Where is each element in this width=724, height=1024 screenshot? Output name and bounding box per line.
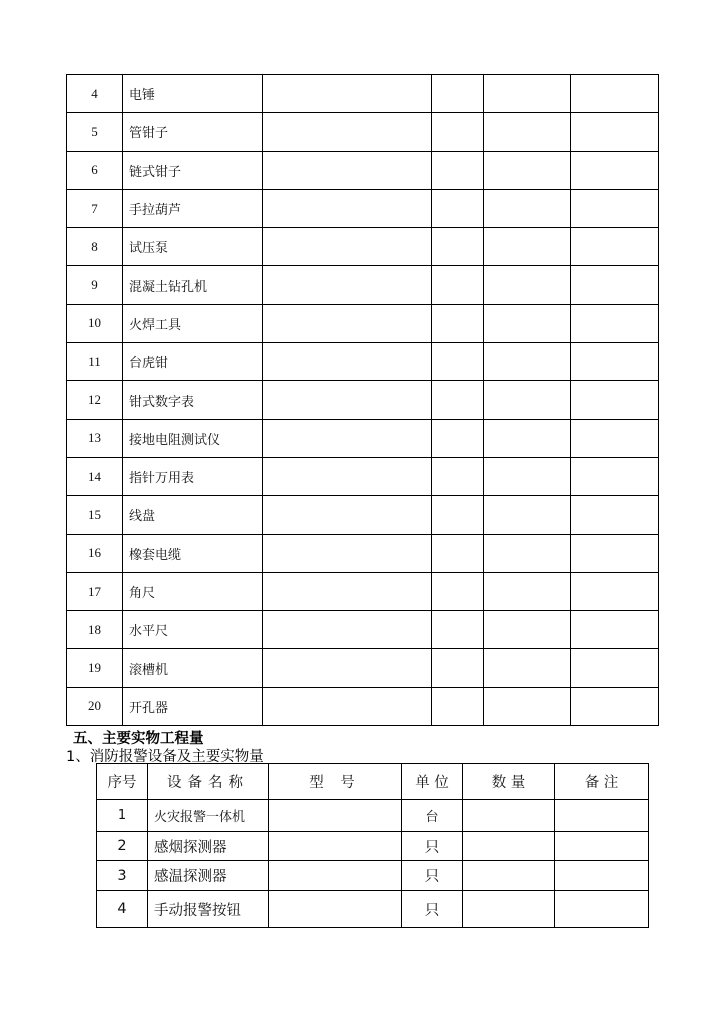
cell-empty bbox=[432, 649, 484, 687]
cell-empty bbox=[432, 266, 484, 304]
header-qty: 数 量 bbox=[463, 764, 555, 800]
cell-name: 开孔器 bbox=[123, 687, 263, 725]
cell-empty bbox=[571, 189, 659, 227]
table-row bbox=[97, 800, 649, 832]
cell-empty bbox=[263, 496, 432, 534]
cell-empty bbox=[263, 228, 432, 266]
cell-no: 9 bbox=[67, 266, 123, 304]
table-row bbox=[67, 687, 659, 725]
cell-name: 链式钳子 bbox=[123, 151, 263, 189]
cell-unit: 只 bbox=[402, 832, 463, 861]
cell-empty bbox=[263, 304, 432, 342]
table-row bbox=[67, 189, 659, 227]
cell-no: 4 bbox=[97, 891, 148, 928]
cell-model bbox=[269, 891, 402, 928]
cell-empty bbox=[484, 611, 571, 649]
sub-heading: 1、消防报警设备及主要实物量 bbox=[66, 749, 264, 765]
table-row bbox=[67, 611, 659, 649]
table-row bbox=[67, 496, 659, 534]
cell-empty bbox=[263, 151, 432, 189]
cell-empty bbox=[432, 75, 484, 113]
cell-empty bbox=[432, 534, 484, 572]
cell-no: 20 bbox=[67, 687, 123, 725]
cell-empty bbox=[484, 189, 571, 227]
cell-empty bbox=[263, 611, 432, 649]
cell-note bbox=[555, 891, 649, 928]
cell-note bbox=[555, 800, 649, 832]
cell-qty bbox=[463, 832, 555, 861]
cell-qty bbox=[463, 891, 555, 928]
cell-empty bbox=[263, 534, 432, 572]
header-model: 型 号 bbox=[269, 764, 402, 800]
cell-empty bbox=[432, 189, 484, 227]
cell-no: 13 bbox=[67, 419, 123, 457]
cell-empty bbox=[571, 228, 659, 266]
cell-empty bbox=[571, 687, 659, 725]
header-name: 设备名称 bbox=[148, 764, 269, 800]
cell-name: 手动报警按钮 bbox=[148, 891, 269, 928]
cell-unit: 台 bbox=[402, 800, 463, 832]
cell-empty bbox=[263, 419, 432, 457]
cell-no: 7 bbox=[67, 189, 123, 227]
cell-no: 18 bbox=[67, 611, 123, 649]
cell-empty bbox=[263, 75, 432, 113]
cell-name: 滚槽机 bbox=[123, 649, 263, 687]
cell-empty bbox=[484, 343, 571, 381]
cell-empty bbox=[571, 75, 659, 113]
cell-no: 11 bbox=[67, 343, 123, 381]
table-row bbox=[67, 343, 659, 381]
cell-empty bbox=[263, 113, 432, 151]
cell-empty bbox=[571, 266, 659, 304]
table-row bbox=[97, 832, 649, 861]
cell-model bbox=[269, 800, 402, 832]
cell-empty bbox=[263, 572, 432, 610]
cell-empty bbox=[571, 151, 659, 189]
cell-note bbox=[555, 861, 649, 891]
cell-empty bbox=[571, 496, 659, 534]
cell-empty bbox=[432, 381, 484, 419]
cell-empty bbox=[263, 457, 432, 495]
cell-empty bbox=[432, 343, 484, 381]
cell-empty bbox=[571, 419, 659, 457]
table-header-row bbox=[97, 764, 649, 800]
cell-empty bbox=[571, 534, 659, 572]
cell-name: 火焊工具 bbox=[123, 304, 263, 342]
cell-no: 4 bbox=[67, 75, 123, 113]
tools-table-body bbox=[67, 75, 659, 726]
cell-empty bbox=[571, 343, 659, 381]
cell-no: 17 bbox=[67, 572, 123, 610]
cell-empty bbox=[263, 266, 432, 304]
cell-model bbox=[269, 832, 402, 861]
table-row bbox=[67, 419, 659, 457]
table-row bbox=[67, 572, 659, 610]
header-no: 序号 bbox=[97, 764, 148, 800]
cell-no: 12 bbox=[67, 381, 123, 419]
cell-unit: 只 bbox=[402, 861, 463, 891]
cell-name: 手拉葫芦 bbox=[123, 189, 263, 227]
cell-empty bbox=[571, 649, 659, 687]
cell-no: 3 bbox=[97, 861, 148, 891]
cell-model bbox=[269, 861, 402, 891]
cell-name: 火灾报警一体机 bbox=[148, 800, 269, 832]
cell-empty bbox=[484, 687, 571, 725]
cell-no: 5 bbox=[67, 113, 123, 151]
cell-empty bbox=[484, 419, 571, 457]
table-row bbox=[67, 75, 659, 113]
table-row bbox=[67, 304, 659, 342]
cell-name: 管钳子 bbox=[123, 113, 263, 151]
cell-no: 16 bbox=[67, 534, 123, 572]
cell-name: 指针万用表 bbox=[123, 457, 263, 495]
cell-name: 线盘 bbox=[123, 496, 263, 534]
cell-empty bbox=[263, 343, 432, 381]
cell-empty bbox=[571, 304, 659, 342]
cell-empty bbox=[263, 649, 432, 687]
cell-name: 钳式数字表 bbox=[123, 381, 263, 419]
cell-name: 接地电阻测试仪 bbox=[123, 419, 263, 457]
cell-name: 橡套电缆 bbox=[123, 534, 263, 572]
cell-no: 1 bbox=[97, 800, 148, 832]
table-row bbox=[67, 151, 659, 189]
cell-no: 19 bbox=[67, 649, 123, 687]
table-row bbox=[67, 534, 659, 572]
cell-empty bbox=[432, 687, 484, 725]
header-unit: 单 位 bbox=[402, 764, 463, 800]
cell-empty bbox=[571, 113, 659, 151]
table-row bbox=[67, 266, 659, 304]
cell-name: 感温探测器 bbox=[148, 861, 269, 891]
cell-empty bbox=[484, 381, 571, 419]
tools-table bbox=[66, 74, 659, 726]
table-row bbox=[67, 113, 659, 151]
cell-empty bbox=[432, 419, 484, 457]
cell-qty bbox=[463, 861, 555, 891]
cell-empty bbox=[484, 228, 571, 266]
cell-no: 8 bbox=[67, 228, 123, 266]
table-row bbox=[97, 891, 649, 928]
cell-note bbox=[555, 832, 649, 861]
cell-name: 角尺 bbox=[123, 572, 263, 610]
cell-no: 10 bbox=[67, 304, 123, 342]
cell-empty bbox=[484, 151, 571, 189]
cell-name: 试压泵 bbox=[123, 228, 263, 266]
cell-empty bbox=[484, 304, 571, 342]
cell-name: 台虎钳 bbox=[123, 343, 263, 381]
cell-empty bbox=[484, 75, 571, 113]
cell-empty bbox=[432, 228, 484, 266]
cell-empty bbox=[432, 572, 484, 610]
table-row bbox=[67, 228, 659, 266]
cell-empty bbox=[484, 649, 571, 687]
cell-empty bbox=[484, 534, 571, 572]
cell-empty bbox=[432, 457, 484, 495]
cell-no: 2 bbox=[97, 832, 148, 861]
cell-name: 水平尺 bbox=[123, 611, 263, 649]
cell-unit: 只 bbox=[402, 891, 463, 928]
cell-empty bbox=[263, 687, 432, 725]
header-note: 备 注 bbox=[555, 764, 649, 800]
cell-no: 14 bbox=[67, 457, 123, 495]
cell-name: 感烟探测器 bbox=[148, 832, 269, 861]
cell-empty bbox=[432, 151, 484, 189]
cell-empty bbox=[484, 572, 571, 610]
table-row bbox=[67, 457, 659, 495]
cell-empty bbox=[432, 611, 484, 649]
cell-empty bbox=[432, 113, 484, 151]
cell-qty bbox=[463, 800, 555, 832]
cell-empty bbox=[484, 266, 571, 304]
cell-no: 6 bbox=[67, 151, 123, 189]
cell-empty bbox=[484, 457, 571, 495]
fire-equipment-table bbox=[96, 763, 649, 928]
cell-empty bbox=[571, 457, 659, 495]
table-row bbox=[67, 381, 659, 419]
cell-empty bbox=[484, 113, 571, 151]
cell-empty bbox=[263, 189, 432, 227]
cell-empty bbox=[484, 496, 571, 534]
cell-empty bbox=[263, 381, 432, 419]
cell-empty bbox=[571, 572, 659, 610]
cell-name: 电锤 bbox=[123, 75, 263, 113]
cell-empty bbox=[571, 381, 659, 419]
table-row bbox=[67, 649, 659, 687]
cell-empty bbox=[432, 304, 484, 342]
cell-no: 15 bbox=[67, 496, 123, 534]
section-heading: 五、主要实物工程量 bbox=[73, 731, 204, 747]
cell-empty bbox=[432, 496, 484, 534]
table-row bbox=[97, 861, 649, 891]
cell-empty bbox=[571, 611, 659, 649]
cell-name: 混凝土钻孔机 bbox=[123, 266, 263, 304]
